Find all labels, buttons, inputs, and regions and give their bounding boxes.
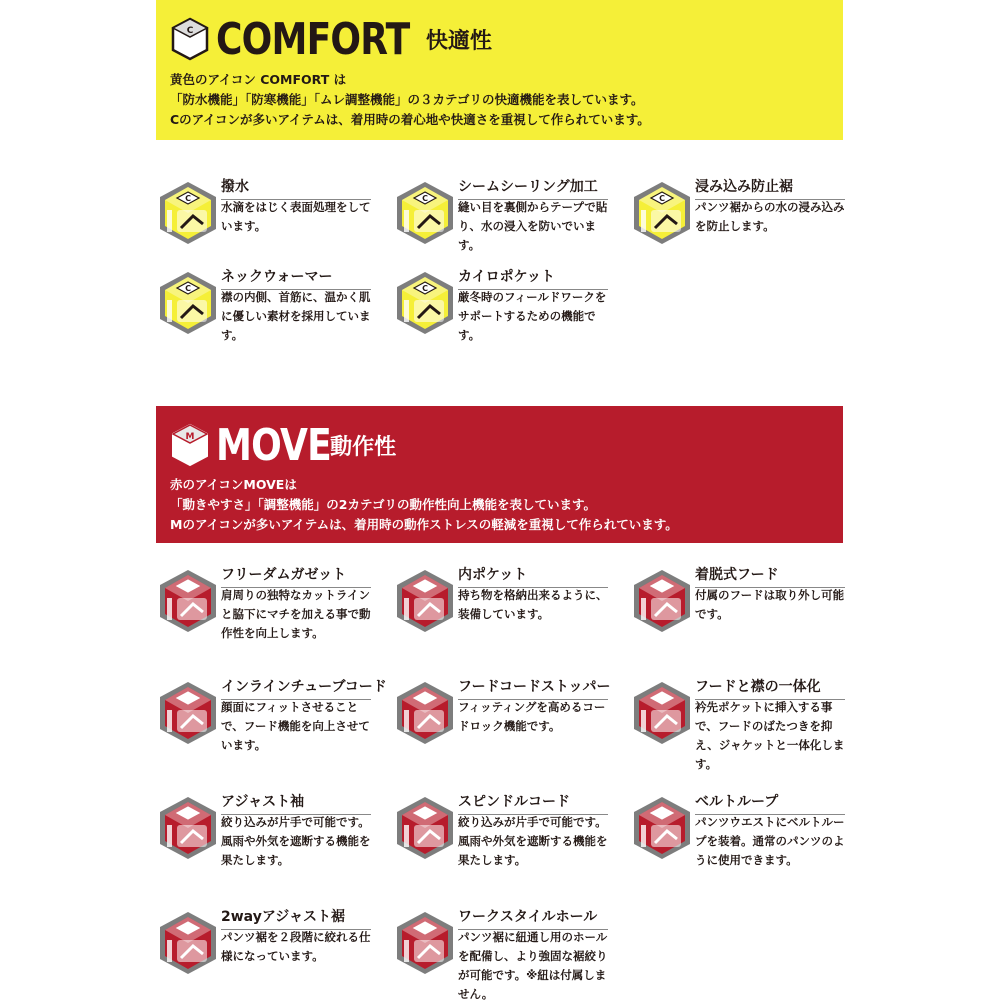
move-banner xyxy=(156,406,843,543)
svg-text:M: M xyxy=(184,694,192,703)
hood-collar-icon xyxy=(631,680,693,746)
svg-text:M: M xyxy=(184,582,192,591)
comfort-subtitle: 快適性 xyxy=(425,28,492,54)
svg-text:C: C xyxy=(659,194,665,203)
freedom-gusset-icon xyxy=(157,568,219,634)
move-subtitle: 動作性 xyxy=(330,434,397,460)
comfort-cube-icon xyxy=(170,17,210,61)
belt-loop-icon xyxy=(631,795,693,861)
comfort-description: 黄色のアイコン COMFORT は 「防水機能」「防寒機能」「ムレ調整機能」の３カテゴリの快適機能を表しています。 Cのアイコンが多いアイテムは、着用時の着心地や快適さを重視して作られています。 xyxy=(170,72,650,127)
svg-text:M: M xyxy=(421,924,429,933)
water-repellent-icon xyxy=(157,180,219,246)
svg-text:C: C xyxy=(185,284,191,293)
svg-text:M: M xyxy=(658,582,666,591)
detachable-hood-icon xyxy=(631,568,693,634)
svg-text:M: M xyxy=(421,809,429,818)
inner-pocket-icon xyxy=(394,568,456,634)
svg-text:M: M xyxy=(421,582,429,591)
spindle-cord-icon xyxy=(394,795,456,861)
neck-warmer-icon xyxy=(157,270,219,336)
svg-text:M: M xyxy=(185,432,195,442)
svg-text:C: C xyxy=(422,284,428,293)
move-description: 赤のアイコンMOVEは 「動きやすさ」「調整機能」の2カテゴリの動作性向上機能を表しています。 Mのアイコンが多いアイテムは、着用時の動作ストレスの軽減を重視して作られています。 xyxy=(170,477,678,532)
move-cube-icon xyxy=(170,423,210,467)
svg-text:M: M xyxy=(184,809,192,818)
svg-text:M: M xyxy=(184,924,192,933)
comfort-heading xyxy=(170,10,492,68)
hem-guard-icon xyxy=(631,180,693,246)
svg-text:C: C xyxy=(185,194,191,203)
comfort-title: COMFORT xyxy=(216,13,410,65)
adjust-sleeve-icon xyxy=(157,795,219,861)
two-way-hem-icon xyxy=(157,910,219,976)
heat-pack-pocket-icon xyxy=(394,270,456,336)
hood-cord-stopper-icon xyxy=(394,680,456,746)
inline-tube-cord-icon xyxy=(157,680,219,746)
seam-sealing-icon xyxy=(394,180,456,246)
svg-text:C: C xyxy=(422,194,428,203)
comfort-banner xyxy=(156,0,843,140)
svg-text:M: M xyxy=(658,809,666,818)
svg-text:C: C xyxy=(186,26,194,36)
svg-text:M: M xyxy=(421,694,429,703)
move-heading xyxy=(170,416,396,474)
move-title: MOVE xyxy=(216,419,331,471)
svg-text:M: M xyxy=(658,694,666,703)
work-style-hole-icon xyxy=(394,910,456,976)
